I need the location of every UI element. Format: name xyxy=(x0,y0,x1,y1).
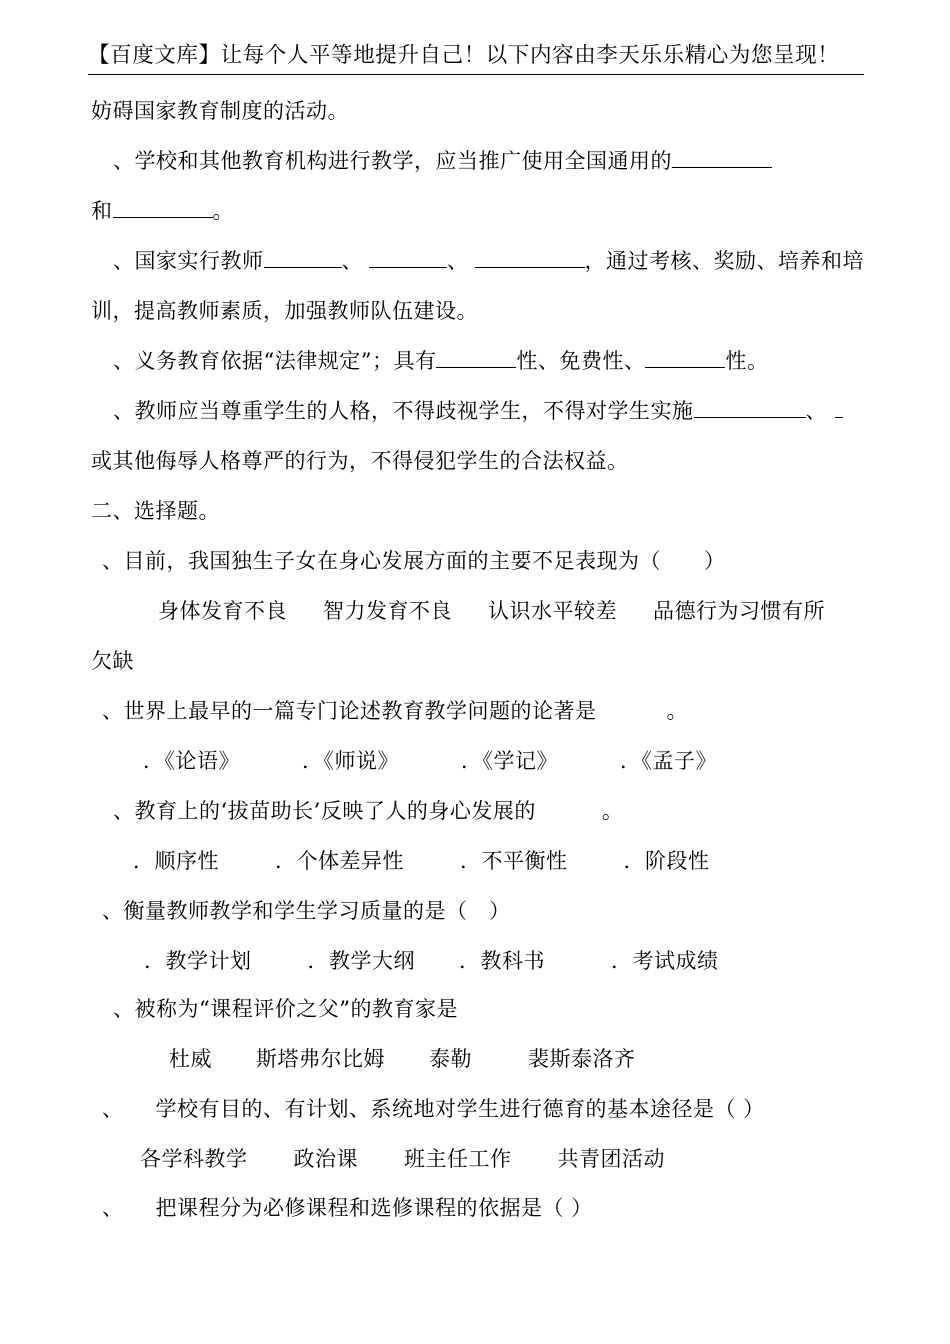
text-line: 训，提高教师素质，加强教师队伍建设。 xyxy=(91,299,478,323)
option: 身体发育不良 xyxy=(158,599,287,623)
question-text: 、国家实行教师 xyxy=(113,249,264,273)
option-row xyxy=(169,1046,636,1072)
text-line xyxy=(91,198,234,224)
option: 班主任工作 xyxy=(404,1147,512,1171)
option: 政治课 xyxy=(293,1147,358,1171)
question-text: 、教师应当尊重学生的人格，不得歧视学生，不得对学生实施 xyxy=(113,399,694,423)
question-stem: 、目前，我国独生子女在身心发展方面的主要不足表现为（ ） xyxy=(102,549,726,573)
answer-blank xyxy=(475,249,585,268)
question-text: 和 xyxy=(91,199,113,223)
answer-blank xyxy=(369,249,447,268)
question-text: 、义务教育依据“法律规定”；具有 xyxy=(113,349,437,373)
question-text: 、 xyxy=(102,1196,124,1220)
question-text: 、 xyxy=(447,249,469,273)
question-text: 、 xyxy=(341,249,363,273)
fill-blank-question xyxy=(113,248,864,274)
option: 各学科教学 xyxy=(140,1147,248,1171)
text-line: 妨碍国家教育制度的活动。 xyxy=(91,99,349,123)
question-stem xyxy=(102,1195,593,1221)
option: 斯塔弗尔比姆 xyxy=(256,1047,385,1071)
fill-blank-question xyxy=(113,148,772,174)
option: ．《学记》 xyxy=(461,749,558,773)
option: ．教学大纲 xyxy=(307,949,415,973)
question-text: 学校有目的、有计划、系统地对学生进行德育的基本途径是（ ） xyxy=(155,1097,765,1121)
text-line: 或其他侮辱人格尊严的行为，不得侵犯学生的合法权益。 xyxy=(91,449,629,473)
option-row xyxy=(144,948,719,974)
answer-blank xyxy=(436,349,516,368)
option-row xyxy=(133,848,710,874)
answer-blank xyxy=(113,199,213,218)
option: 泰勒 xyxy=(429,1047,472,1071)
question-text: 。 xyxy=(212,199,234,223)
section-heading: 二、选择题。 xyxy=(91,499,220,523)
question-text: 性。 xyxy=(725,349,769,373)
question-text: 。 xyxy=(601,799,624,823)
option-row xyxy=(140,1146,665,1172)
option: ．个体差异性 xyxy=(275,849,404,873)
option: 杜威 xyxy=(169,1047,212,1071)
option: ．《师说》 xyxy=(302,749,399,773)
header-divider xyxy=(88,74,864,75)
option: ．《论语》 xyxy=(143,749,240,773)
answer-blank xyxy=(264,249,342,268)
question-text: ，通过考核、奖励、培养和培 xyxy=(584,249,864,273)
question-text: 、 xyxy=(805,399,827,423)
question-stem xyxy=(102,1096,765,1122)
option: 认识水平较差 xyxy=(488,599,617,623)
option: ．考试成绩 xyxy=(611,949,719,973)
question-text: 。 xyxy=(666,699,688,723)
question-stem: 、被称为“课程评价之父”的教育家是 xyxy=(113,997,458,1021)
question-text: 、 xyxy=(102,1097,124,1121)
answer-blank xyxy=(835,399,843,418)
question-text: 性、免费性、 xyxy=(516,349,646,373)
option: ．顺序性 xyxy=(133,849,219,873)
option: ．阶段性 xyxy=(623,849,710,873)
question-stem xyxy=(113,798,623,824)
option: 智力发育不良 xyxy=(323,599,452,623)
option-row xyxy=(158,598,825,624)
question-text: 、学校和其他教育机构进行教学，应当推广使用全国通用的 xyxy=(113,149,672,173)
text-line: 欠缺 xyxy=(91,649,134,673)
option: ．教学计划 xyxy=(144,949,252,973)
question-text: 把课程分为必修课程和选修课程的依据是（ ） xyxy=(155,1196,593,1220)
answer-blank xyxy=(672,149,772,168)
fill-blank-question xyxy=(113,348,768,374)
option: 裴斯泰洛齐 xyxy=(528,1047,636,1071)
question-text: 、教育上的‘拔苗助长’反映了人的身心发展的 xyxy=(113,799,536,823)
page-header: 【百度文库】让每个人平等地提升自己！以下内容由李天乐乐精心为您呈现！ xyxy=(88,43,840,68)
option: 品德行为习惯有所 xyxy=(653,599,825,623)
answer-blank xyxy=(694,399,806,418)
answer-blank xyxy=(645,349,725,368)
question-stem: 、衡量教师教学和学生学习质量的是（ ） xyxy=(102,899,511,923)
option-row xyxy=(143,748,717,774)
option: ．《孟子》 xyxy=(620,749,717,773)
question-text: 、世界上最早的一篇专门论述教育教学问题的论著是 xyxy=(102,699,597,723)
question-stem xyxy=(102,698,688,724)
option: 共青团活动 xyxy=(557,1147,665,1171)
option: ．不平衡性 xyxy=(460,849,568,873)
option: ．教科书 xyxy=(459,949,545,973)
fill-blank-question xyxy=(113,398,843,424)
